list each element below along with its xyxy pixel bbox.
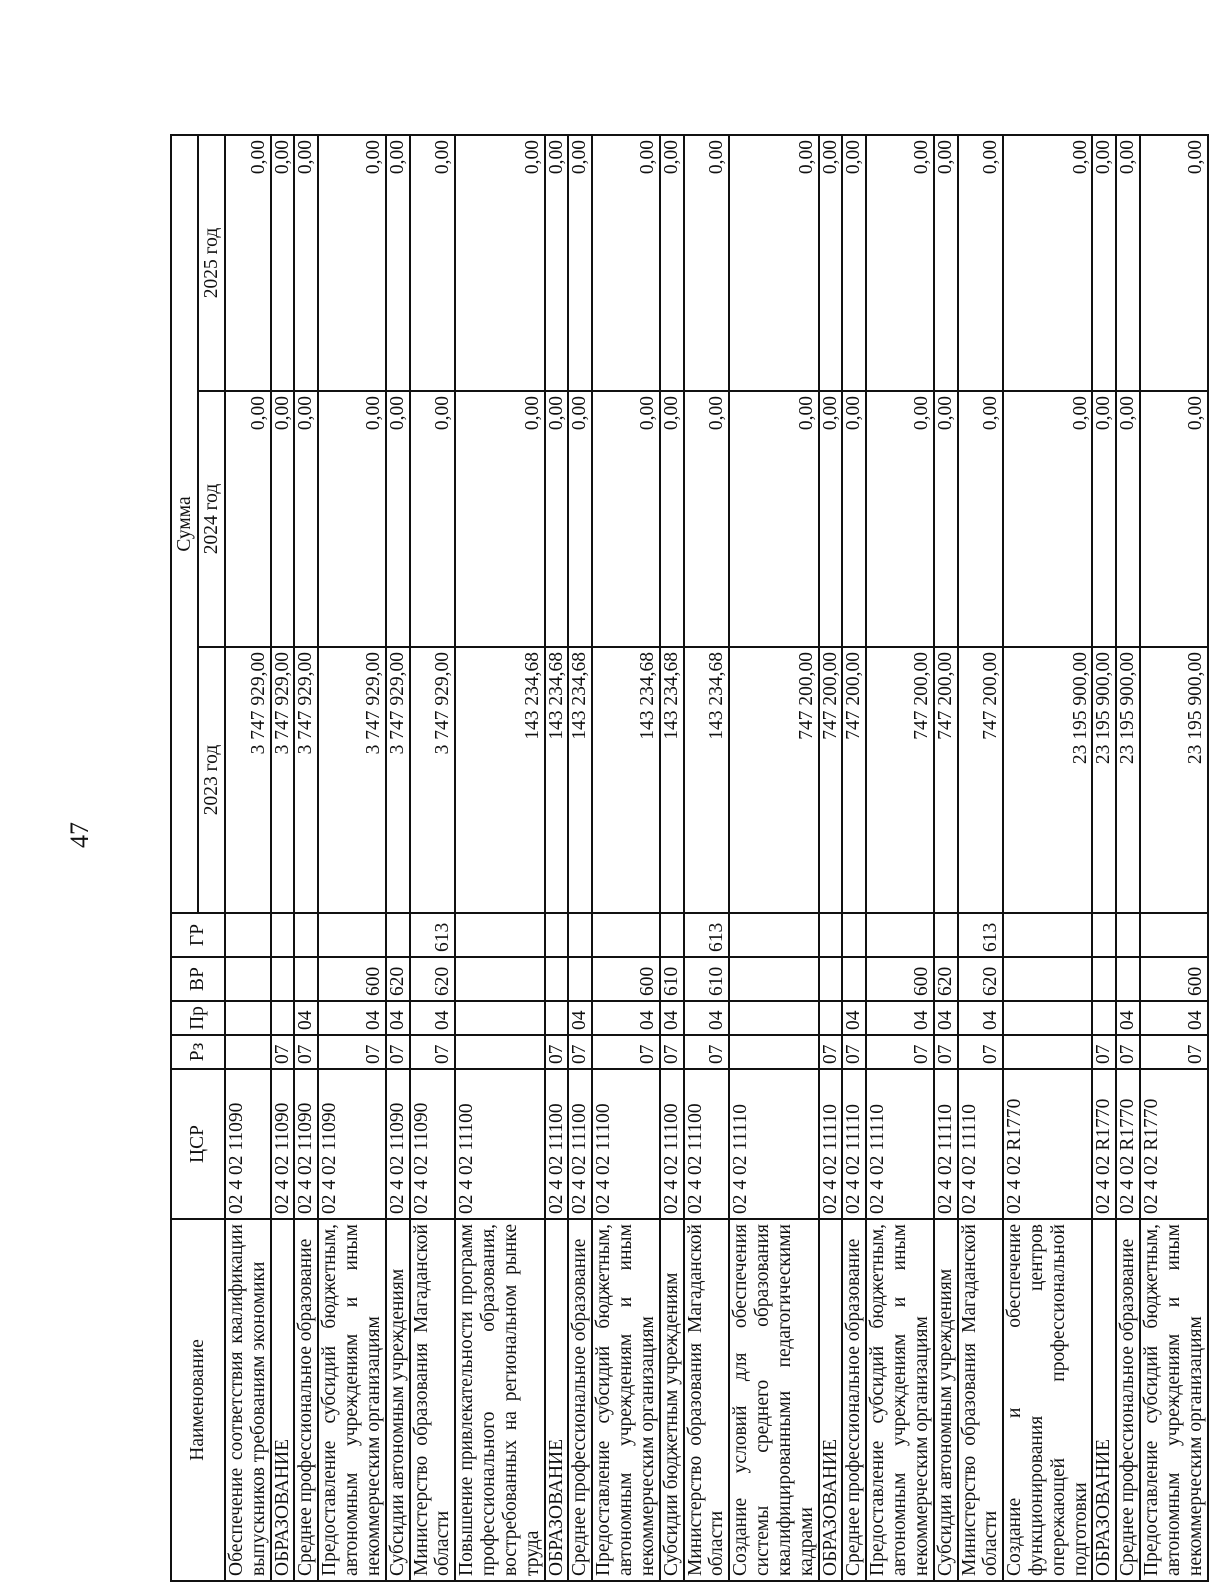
- row-2024: 0,00: [684, 391, 730, 647]
- row-2023: 747 200,00: [819, 647, 843, 913]
- row-csr: 02 4 02 R1770: [1116, 1069, 1140, 1219]
- row-csr: 02 4 02 11090: [294, 1069, 318, 1219]
- row-csr: 02 4 02 11110: [958, 1069, 1004, 1219]
- row-2025: 0,00: [455, 135, 544, 391]
- row-name: Субсидии автономным учреждениям: [934, 1219, 958, 1581]
- row-2025: 0,00: [318, 135, 385, 391]
- row-2025: 0,00: [934, 135, 958, 391]
- row-pr: [729, 1001, 818, 1035]
- row-rz: 07: [592, 1035, 659, 1069]
- table-row: [592, 135, 659, 1581]
- table-row: [1003, 135, 1092, 1581]
- row-pr: [819, 1001, 843, 1035]
- header-2023: 2023 год: [198, 647, 225, 913]
- row-2025: 0,00: [271, 135, 295, 391]
- row-name: ОБРАЗОВАНИЕ: [1092, 1219, 1116, 1581]
- row-2024: 0,00: [934, 391, 958, 647]
- row-pr: 04: [934, 1001, 958, 1035]
- table-row: [866, 135, 933, 1581]
- row-vr: 620: [386, 957, 410, 1001]
- row-2023: 3 747 929,00: [410, 647, 456, 913]
- row-gr: 613: [684, 913, 730, 957]
- row-csr: 02 4 02 11110: [866, 1069, 933, 1219]
- row-csr: 02 4 02 11110: [842, 1069, 866, 1219]
- row-name: Создание и обеспечение функционирования центров опережающей профессиональной подготовки: [1003, 1219, 1092, 1581]
- row-gr: [386, 913, 410, 957]
- table-row: [729, 135, 818, 1581]
- row-2024: 0,00: [568, 391, 592, 647]
- row-2023: 143 234,68: [592, 647, 659, 913]
- row-2024: 0,00: [318, 391, 385, 647]
- row-gr: [1003, 913, 1092, 957]
- row-gr: 613: [958, 913, 1004, 957]
- row-csr: 02 4 02 11090: [318, 1069, 385, 1219]
- row-rz: 07: [1092, 1035, 1116, 1069]
- row-vr: [294, 957, 318, 1001]
- row-name: Среднее профессиональное образование: [842, 1219, 866, 1581]
- row-2025: 0,00: [684, 135, 730, 391]
- table-row: [294, 135, 318, 1581]
- table-row: [819, 135, 843, 1581]
- row-pr: 04: [568, 1001, 592, 1035]
- row-csr: 02 4 02 11100: [660, 1069, 684, 1219]
- row-2025: 0,00: [1092, 135, 1116, 391]
- row-pr: 04: [958, 1001, 1004, 1035]
- header-2024: 2024 год: [198, 391, 225, 647]
- row-csr: 02 4 02 11090: [386, 1069, 410, 1219]
- row-gr: [934, 913, 958, 957]
- row-pr: [455, 1001, 544, 1035]
- header-rz: Рз: [171, 1035, 225, 1069]
- row-name: Среднее профессиональное образование: [568, 1219, 592, 1581]
- row-2023: 3 747 929,00: [318, 647, 385, 913]
- row-rz: 07: [568, 1035, 592, 1069]
- row-rz: 07: [294, 1035, 318, 1069]
- row-rz: [455, 1035, 544, 1069]
- row-name: Предоставление субсидий бюджетным, автономным учреждениям и иным некоммерческим организациям: [866, 1219, 933, 1581]
- row-vr: [545, 957, 569, 1001]
- row-2023: 747 200,00: [958, 647, 1004, 913]
- row-csr: 02 4 02 11100: [684, 1069, 730, 1219]
- table-row: [318, 135, 385, 1581]
- row-vr: 600: [866, 957, 933, 1001]
- row-2025: 0,00: [660, 135, 684, 391]
- row-2023: 747 200,00: [866, 647, 933, 913]
- row-gr: [660, 913, 684, 957]
- row-vr: [225, 957, 271, 1001]
- row-2025: 0,00: [842, 135, 866, 391]
- row-name: Повышение привлекательности программ профессионального образования, востребованных на региональном рынке труда: [455, 1219, 544, 1581]
- row-name: Предоставление субсидий бюджетным, автономным учреждениям и иным некоммерческим организациям: [318, 1219, 385, 1581]
- row-name: Среднее профессиональное образование: [1116, 1219, 1140, 1581]
- row-rz: 07: [866, 1035, 933, 1069]
- row-rz: 07: [410, 1035, 456, 1069]
- row-vr: [842, 957, 866, 1001]
- row-2024: 0,00: [660, 391, 684, 647]
- row-rz: [225, 1035, 271, 1069]
- row-gr: [1092, 913, 1116, 957]
- row-pr: 04: [592, 1001, 659, 1035]
- row-rz: 07: [819, 1035, 843, 1069]
- row-2024: 0,00: [225, 391, 271, 647]
- row-2024: 0,00: [271, 391, 295, 647]
- row-2025: 0,00: [729, 135, 818, 391]
- row-pr: 04: [294, 1001, 318, 1035]
- row-2025: 0,00: [225, 135, 271, 391]
- row-name: Министерство образования Магаданской области: [684, 1219, 730, 1581]
- row-name: ОБРАЗОВАНИЕ: [271, 1219, 295, 1581]
- page-number: 47: [65, 822, 94, 848]
- table-row: [660, 135, 684, 1581]
- row-csr: 02 4 02 11110: [819, 1069, 843, 1219]
- row-vr: 620: [934, 957, 958, 1001]
- header-2025: 2025 год: [198, 135, 225, 391]
- row-2023: 3 747 929,00: [294, 647, 318, 913]
- row-gr: [1140, 913, 1207, 957]
- row-2025: 0,00: [958, 135, 1004, 391]
- row-rz: 07: [545, 1035, 569, 1069]
- row-2024: 0,00: [1003, 391, 1092, 647]
- row-csr: 02 4 02 11090: [225, 1069, 271, 1219]
- row-2023: 143 234,68: [568, 647, 592, 913]
- row-rz: 07: [934, 1035, 958, 1069]
- row-2023: 3 747 929,00: [386, 647, 410, 913]
- row-2023: 143 234,68: [684, 647, 730, 913]
- row-csr: 02 4 02 R1770: [1003, 1069, 1092, 1219]
- row-pr: 04: [866, 1001, 933, 1035]
- row-name: Министерство образования Магаданской области: [958, 1219, 1004, 1581]
- row-vr: 610: [684, 957, 730, 1001]
- row-vr: [1003, 957, 1092, 1001]
- row-csr: 02 4 02 R1770: [1140, 1069, 1207, 1219]
- row-vr: [455, 957, 544, 1001]
- header-pr: Пр: [171, 1001, 225, 1035]
- row-2025: 0,00: [294, 135, 318, 391]
- row-2023: 3 747 929,00: [225, 647, 271, 913]
- header-name: Наименование: [171, 1219, 225, 1581]
- table-row: [934, 135, 958, 1581]
- row-2023: 23 195 900,00: [1140, 647, 1207, 913]
- budget-table: [170, 134, 1209, 1582]
- row-vr: [568, 957, 592, 1001]
- row-2024: 0,00: [1140, 391, 1207, 647]
- row-2025: 0,00: [1140, 135, 1207, 391]
- row-gr: [568, 913, 592, 957]
- row-csr: 02 4 02 11100: [568, 1069, 592, 1219]
- row-rz: 07: [1116, 1035, 1140, 1069]
- table-row: [568, 135, 592, 1581]
- row-2024: 0,00: [729, 391, 818, 647]
- row-vr: 620: [958, 957, 1004, 1001]
- row-2023: 143 234,68: [545, 647, 569, 913]
- row-gr: [729, 913, 818, 957]
- row-name: Предоставление субсидий бюджетным, автономным учреждениям и иным некоммерческим организациям: [592, 1219, 659, 1581]
- row-rz: 07: [958, 1035, 1004, 1069]
- row-rz: 07: [386, 1035, 410, 1069]
- table-row: [684, 135, 730, 1581]
- row-vr: 620: [410, 957, 456, 1001]
- row-2023: 23 195 900,00: [1116, 647, 1140, 913]
- row-rz: 07: [842, 1035, 866, 1069]
- table-row: [225, 135, 271, 1581]
- row-pr: [545, 1001, 569, 1035]
- table-row: [271, 135, 295, 1581]
- header-csr: ЦСР: [171, 1069, 225, 1219]
- row-vr: 600: [1140, 957, 1207, 1001]
- row-name: Субсидии бюджетным учреждениям: [660, 1219, 684, 1581]
- row-name: Предоставление субсидий бюджетным, автономным учреждениям и иным некоммерческим организациям: [1140, 1219, 1207, 1581]
- row-gr: [225, 913, 271, 957]
- row-gr: 613: [410, 913, 456, 957]
- row-rz: 07: [318, 1035, 385, 1069]
- row-2024: 0,00: [842, 391, 866, 647]
- row-pr: [271, 1001, 295, 1035]
- row-gr: [1116, 913, 1140, 957]
- header-gr: ГР: [171, 913, 225, 957]
- row-2023: 747 200,00: [842, 647, 866, 913]
- row-2023: 747 200,00: [729, 647, 818, 913]
- row-2025: 0,00: [545, 135, 569, 391]
- row-name: ОБРАЗОВАНИЕ: [545, 1219, 569, 1581]
- table-row: [958, 135, 1004, 1581]
- table-row: [1140, 135, 1207, 1581]
- row-vr: 610: [660, 957, 684, 1001]
- row-pr: 04: [684, 1001, 730, 1035]
- row-2025: 0,00: [386, 135, 410, 391]
- row-name: Субсидии автономным учреждениям: [386, 1219, 410, 1581]
- row-2024: 0,00: [819, 391, 843, 647]
- table-row: [410, 135, 456, 1581]
- row-csr: 02 4 02 11100: [545, 1069, 569, 1219]
- row-pr: [1003, 1001, 1092, 1035]
- row-vr: 600: [592, 957, 659, 1001]
- row-gr: [592, 913, 659, 957]
- table-row: [386, 135, 410, 1581]
- row-gr: [545, 913, 569, 957]
- row-rz: 07: [684, 1035, 730, 1069]
- row-vr: [271, 957, 295, 1001]
- row-gr: [318, 913, 385, 957]
- row-pr: 04: [1140, 1001, 1207, 1035]
- row-name: Среднее профессиональное образование: [294, 1219, 318, 1581]
- row-2025: 0,00: [866, 135, 933, 391]
- row-rz: [729, 1035, 818, 1069]
- row-pr: 04: [842, 1001, 866, 1035]
- row-csr: 02 4 02 11110: [729, 1069, 818, 1219]
- row-2024: 0,00: [866, 391, 933, 647]
- row-name: ОБРАЗОВАНИЕ: [819, 1219, 843, 1581]
- row-name: Министерство образования Магаданской области: [410, 1219, 456, 1581]
- row-vr: [729, 957, 818, 1001]
- table-row: [545, 135, 569, 1581]
- row-pr: 04: [318, 1001, 385, 1035]
- row-pr: 04: [410, 1001, 456, 1035]
- row-2024: 0,00: [410, 391, 456, 647]
- row-csr: 02 4 02 11100: [455, 1069, 544, 1219]
- row-2025: 0,00: [1003, 135, 1092, 391]
- row-gr: [819, 913, 843, 957]
- row-2024: 0,00: [294, 391, 318, 647]
- table-row: [1116, 135, 1140, 1581]
- row-name: Обеспечение соответствия квалификации выпускников требованиям экономики: [225, 1219, 271, 1581]
- row-gr: [842, 913, 866, 957]
- row-2023: 23 195 900,00: [1092, 647, 1116, 913]
- row-2024: 0,00: [545, 391, 569, 647]
- row-2024: 0,00: [958, 391, 1004, 647]
- row-2023: 143 234,68: [660, 647, 684, 913]
- row-gr: [271, 913, 295, 957]
- row-2024: 0,00: [455, 391, 544, 647]
- row-rz: 07: [271, 1035, 295, 1069]
- row-2024: 0,00: [386, 391, 410, 647]
- header-sum: Сумма: [171, 135, 198, 913]
- row-vr: [1092, 957, 1116, 1001]
- row-rz: [1003, 1035, 1092, 1069]
- row-csr: 02 4 02 11090: [410, 1069, 456, 1219]
- row-pr: 04: [660, 1001, 684, 1035]
- row-2024: 0,00: [1092, 391, 1116, 647]
- row-vr: 600: [318, 957, 385, 1001]
- row-csr: 02 4 02 11090: [271, 1069, 295, 1219]
- rotated-table-container: [170, 136, 1206, 1582]
- row-2025: 0,00: [592, 135, 659, 391]
- row-vr: [819, 957, 843, 1001]
- row-2024: 0,00: [592, 391, 659, 647]
- row-2023: 747 200,00: [934, 647, 958, 913]
- row-pr: 04: [386, 1001, 410, 1035]
- row-pr: [1092, 1001, 1116, 1035]
- row-2023: 3 747 929,00: [271, 647, 295, 913]
- header-vr: ВР: [171, 957, 225, 1001]
- row-gr: [866, 913, 933, 957]
- row-csr: 02 4 02 11110: [934, 1069, 958, 1219]
- row-2023: 143 234,68: [455, 647, 544, 913]
- row-pr: [225, 1001, 271, 1035]
- table-body: [225, 135, 1208, 1581]
- table-row: [842, 135, 866, 1581]
- row-rz: 07: [660, 1035, 684, 1069]
- table-row: [1092, 135, 1116, 1581]
- row-2025: 0,00: [410, 135, 456, 391]
- row-vr: [1116, 957, 1140, 1001]
- row-pr: 04: [1116, 1001, 1140, 1035]
- row-2025: 0,00: [1116, 135, 1140, 391]
- row-gr: [455, 913, 544, 957]
- row-2023: 23 195 900,00: [1003, 647, 1092, 913]
- row-csr: 02 4 02 R1770: [1092, 1069, 1116, 1219]
- row-gr: [294, 913, 318, 957]
- row-2025: 0,00: [819, 135, 843, 391]
- row-2024: 0,00: [1116, 391, 1140, 647]
- row-csr: 02 4 02 11100: [592, 1069, 659, 1219]
- row-2025: 0,00: [568, 135, 592, 391]
- table-row: [455, 135, 544, 1581]
- row-rz: 07: [1140, 1035, 1207, 1069]
- row-name: Создание условий для обеспечения системы среднего образования квалифицированными педагогическими кадрами: [729, 1219, 818, 1581]
